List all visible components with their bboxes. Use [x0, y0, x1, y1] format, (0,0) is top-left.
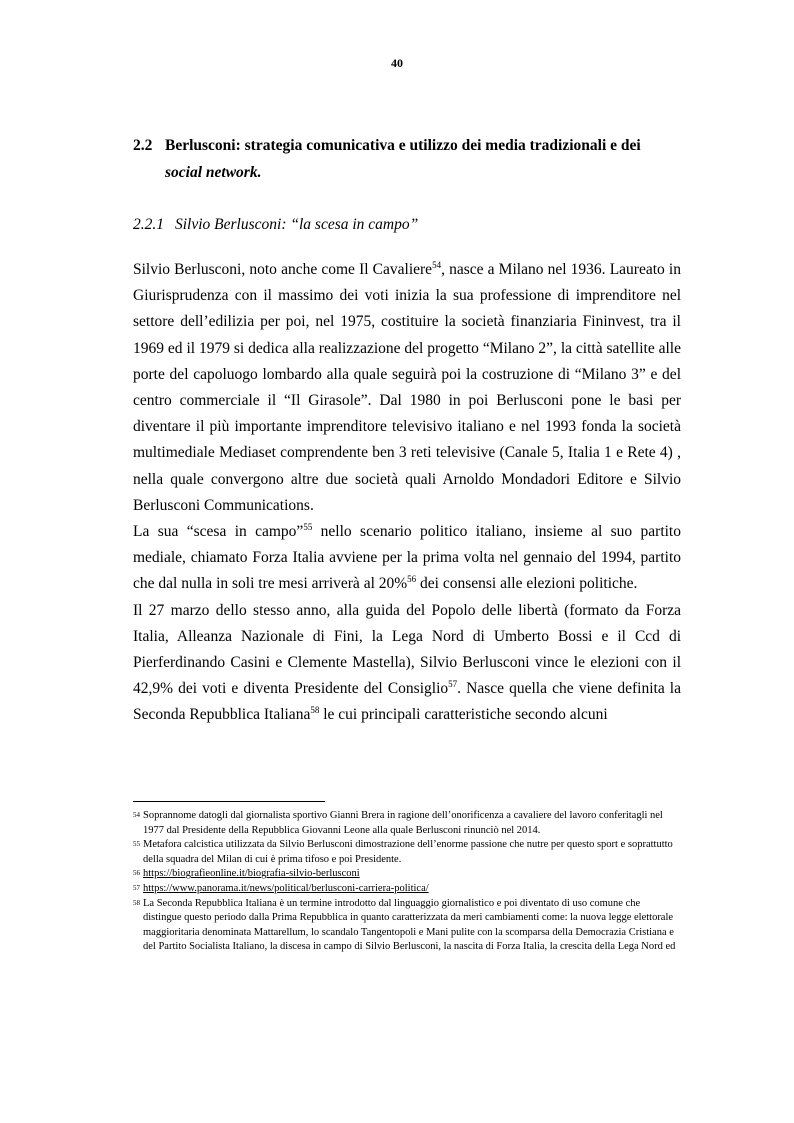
footnote	[133, 897, 681, 955]
paragraph	[133, 598, 681, 729]
page-number: 40	[391, 56, 403, 70]
footnote-text: Soprannome datogli dal giornalista sportivo Gianni Brera in ragione dell’onorificenza a cavaliere del lavoro conferitagli nel 1977 dal Presidente della Repubblica Giovanni Leone alla quale Berlusconi rinunciò nel 2014.	[143, 810, 663, 836]
paragraph-text: nello scenario politico italiano, insieme al suo partito mediale, chiamato Forza Italia avviene per la prima volta nel gennaio del 1994, partito che dal nulla in soli tre mesi arriverà al 20%	[133, 523, 681, 593]
footnote-ref[interactable]: 56	[407, 574, 417, 585]
footnote-ref[interactable]: 54	[432, 259, 442, 270]
section-title-line2: social network.	[165, 164, 262, 181]
footnote	[133, 882, 681, 897]
footnote-link[interactable]: https://www.panorama.it/news/political/berlusconi-carriera-politica/	[143, 882, 429, 894]
footnote-marker: 55	[133, 840, 140, 849]
footnote-marker: 54	[133, 811, 140, 819]
footnote	[133, 838, 681, 867]
body-text	[133, 257, 681, 729]
section-heading	[133, 132, 693, 186]
footnote	[133, 867, 681, 882]
paragraph-text: La sua “scesa in campo”	[133, 523, 304, 541]
section-title-line1: Berlusconi: strategia comunicativa e utilizzo dei media tradizionali e dei	[165, 137, 641, 154]
paragraph-text: dei consensi alle elezioni politiche.	[416, 575, 638, 593]
subsection-title: Silvio Berlusconi: “la scesa in campo”	[175, 216, 419, 233]
paragraph-text: Silvio Berlusconi, noto anche come Il Cavaliere	[133, 261, 433, 278]
paragraph	[133, 519, 681, 598]
paragraph-text: Il 27 marzo dello stesso anno, alla guida del Popolo delle libertà (formato da Forza Italia, Alleanza Nazionale di Fini, la Lega Nord di Umberto Bossi e il Ccd di Pierferdinando Casini e Clemente Mastella), Silvio Berlusconi vince le elezioni con il 42,9% dei voti e diventa Presidente del Consiglio	[133, 601, 681, 698]
footnote	[133, 809, 681, 838]
subsection-heading	[133, 216, 693, 234]
footnote-ref[interactable]: 57	[448, 679, 458, 690]
paragraph-text: le cui principali caratteristiche secondo alcuni	[319, 706, 608, 724]
footnote-divider	[133, 801, 325, 802]
footnote-link[interactable]: https://biografieonline.it/biografia-silvio-berlusconi	[143, 868, 360, 880]
footnote-ref[interactable]: 55	[303, 521, 313, 532]
footnotes	[133, 809, 681, 955]
footnote-text: Metafora calcistica utilizzata da Silvio Berlusconi dimostrazione dell’enorme passione che nutre per questo sport e soprattutto della squadra del Milan di cui è prima tifoso e poi Presidente.	[143, 839, 673, 865]
footnote-marker: 57	[133, 883, 140, 892]
paragraph-text: , nasce a Milano nel 1936. Laureato in Giurisprudenza con il massimo dei voti inizia la sua professione di imprenditore nel settore dell’edilizia per poi, nel 1975, costituire la società finanziaria Fininvest, tra il 1969 ed il 1979 si dedica alla realizzazione del progetto “Milano 2”, la città satellite alle porte del capoluogo lombardo alla quale seguirà poi la costruzione di “Milano 3” e del centro commerciale il “Il Girasole”. Dal 1980 in poi Berlusconi pone le basi per diventare il più importante imprenditore televisivo italiano e nel 1993 fonda la società multimediale Mediaset comprendente ben 3 reti televisive (Canale 5, Italia 1 e Rete 4) , nella quale convergono altre due società quali Arnoldo Mondadori Editore e Silvio Berlusconi Communications.	[133, 261, 681, 514]
footnote-marker: 56	[133, 869, 140, 878]
footnote-text: La Seconda Repubblica Italiana è un termine introdotto dal linguaggio giornalistico e poi diventato di uso comune che distingue questo periodo dalla Prima Repubblica in quanto caratterizzata da meri cambiamenti come: la nuova legge elettorale maggioritaria denominata Mattarellum, lo scandalo Tangentopoli e Mani pulite con la scomparsa della Democrazia Cristiana e del Partito Socialista Italiano, la discesa in campo di Silvio Berlusconi, la nascita di Forza Italia, la crescita della Lega Nord ed	[143, 897, 676, 953]
paragraph	[133, 257, 681, 519]
section-number: 2.2	[133, 137, 153, 154]
footnote-marker: 58	[133, 898, 140, 907]
footnote-text-container	[143, 867, 681, 882]
footnote-ref[interactable]: 58	[310, 705, 320, 716]
paragraph-text: . Nasce quella che viene definita la Seconda Repubblica Italiana	[133, 680, 681, 724]
subsection-number: 2.2.1	[133, 216, 164, 233]
footnote-text-container	[143, 882, 681, 897]
